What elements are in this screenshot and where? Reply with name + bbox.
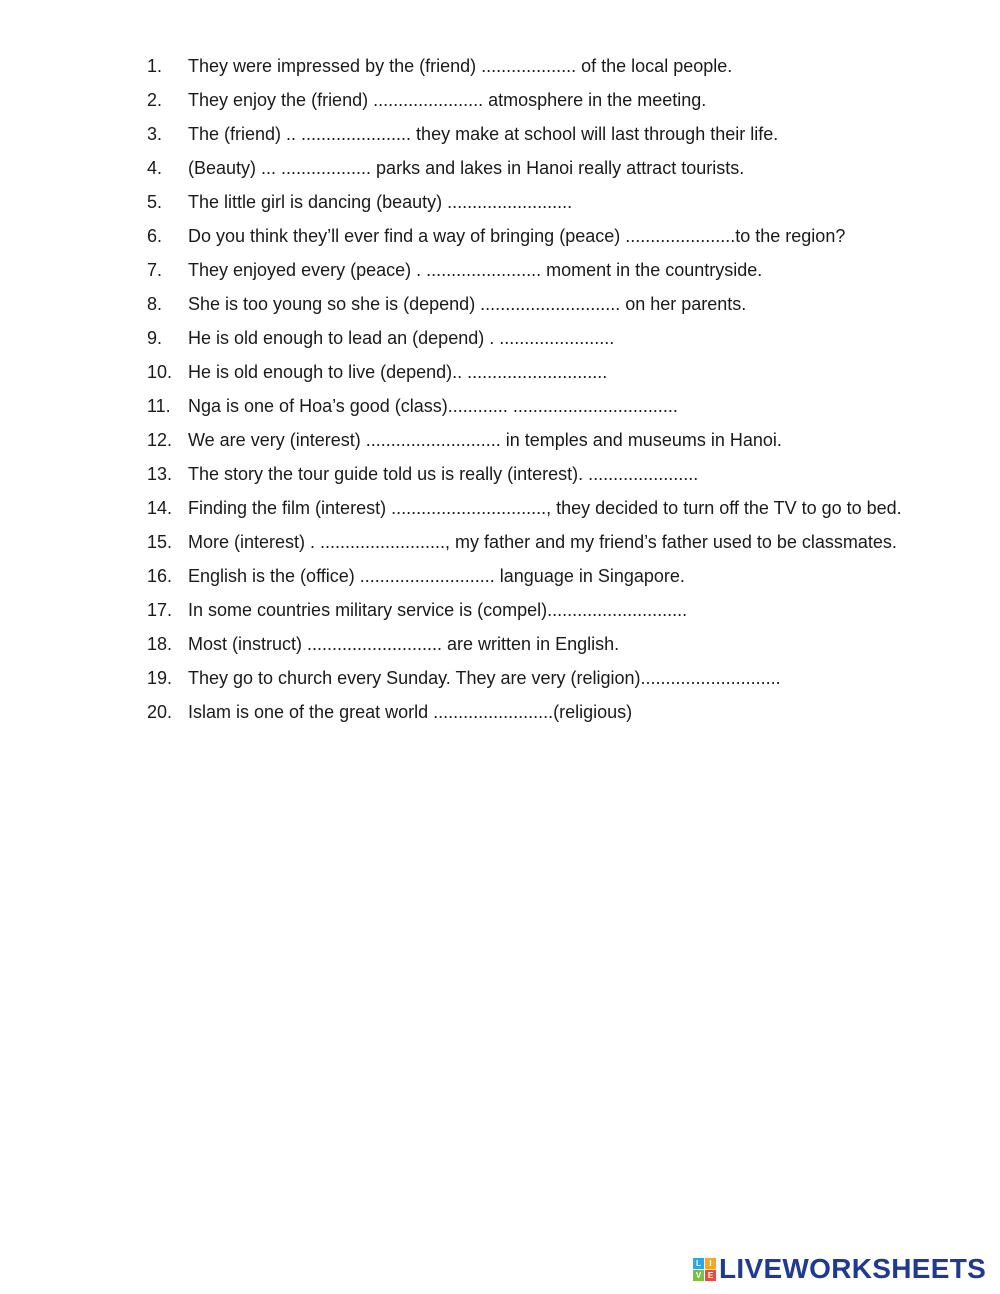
question-item-4 <box>0 151 1000 185</box>
question-item-16 <box>0 559 1000 593</box>
question-number: 15. <box>147 532 173 552</box>
question-item-7 <box>0 253 1000 287</box>
question-item-12 <box>0 423 1000 457</box>
question-text: They were impressed by the (friend) ................... of the local people. <box>188 56 733 76</box>
question-number: 2. <box>147 90 163 110</box>
question-item-9 <box>0 321 1000 355</box>
worksheet-question-list <box>0 49 1000 729</box>
question-item-6 <box>0 219 1000 253</box>
question-number: 9. <box>147 328 163 348</box>
logo-block-v: V <box>693 1270 704 1281</box>
question-number: 7. <box>147 260 163 280</box>
question-text: Most (instruct) ........................... are written in English. <box>188 634 620 654</box>
question-item-18 <box>0 627 1000 661</box>
question-item-3 <box>0 117 1000 151</box>
question-number: 11. <box>147 396 171 416</box>
question-text: Nga is one of Hoa’s good (class)............ ................................. <box>188 396 678 416</box>
question-number: 5. <box>147 192 163 212</box>
question-number: 20. <box>147 702 173 722</box>
question-item-8 <box>0 287 1000 321</box>
question-text: Do you think they’ll ever find a way of bringing (peace) ......................to the region? <box>188 226 846 246</box>
question-item-5 <box>0 185 1000 219</box>
question-text: The little girl is dancing (beauty) ......................... <box>188 192 573 212</box>
question-text: She is too young so she is (depend) ............................ on her parents. <box>188 294 747 314</box>
question-item-15 <box>0 525 1000 559</box>
brand-name: LIVEWORKSHEETS <box>719 1253 987 1284</box>
question-text: More (interest) . ........................., my father and my friend’s father used to be classmates. <box>188 532 897 552</box>
question-item-2 <box>0 83 1000 117</box>
logo-block-l: L <box>693 1258 704 1269</box>
question-text: (Beauty) ... .................. parks and lakes in Hanoi really attract tourists. <box>188 158 745 178</box>
question-number: 12. <box>147 430 173 450</box>
question-item-17 <box>0 593 1000 627</box>
question-number: 3. <box>147 124 163 144</box>
question-number: 8. <box>147 294 163 314</box>
question-text: The (friend) .. ...................... they make at school will last through their life. <box>188 124 779 144</box>
question-text: Islam is one of the great world ........................(religious) <box>188 702 633 722</box>
question-text: In some countries military service is (compel)............................ <box>188 600 688 620</box>
liveworksheets-logo <box>693 1254 986 1284</box>
logo-blocks-icon <box>693 1258 716 1281</box>
question-text: They enjoy the (friend) ...................... atmosphere in the meeting. <box>188 90 707 110</box>
question-number: 4. <box>147 158 163 178</box>
question-number: 18. <box>147 634 173 654</box>
question-number: 6. <box>147 226 163 246</box>
question-number: 1. <box>147 56 163 76</box>
question-number: 16. <box>147 566 173 586</box>
question-number: 13. <box>147 464 173 484</box>
question-text: He is old enough to lead an (depend) . ....................... <box>188 328 615 348</box>
question-number: 19. <box>147 668 173 688</box>
question-text: He is old enough to live (depend).. ............................ <box>188 362 608 382</box>
question-number: 17. <box>147 600 173 620</box>
question-text: We are very (interest) ........................... in temples and museums in Hanoi. <box>188 430 782 450</box>
question-text: Finding the film (interest) ..............................., they decided to turn off the TV to go to bed. <box>188 498 902 518</box>
question-item-19 <box>0 661 1000 695</box>
question-item-20 <box>0 695 1000 729</box>
question-number: 10. <box>147 362 173 382</box>
question-text: The story the tour guide told us is really (interest). ...................... <box>188 464 699 484</box>
question-item-10 <box>0 355 1000 389</box>
question-text: They enjoyed every (peace) . ....................... moment in the countryside. <box>188 260 763 280</box>
logo-block-i: I <box>705 1258 716 1269</box>
question-text: They go to church every Sunday. They are very (religion)............................ <box>188 668 781 688</box>
question-item-1 <box>0 49 1000 83</box>
question-item-14 <box>0 491 1000 525</box>
question-number: 14. <box>147 498 173 518</box>
question-text: English is the (office) ........................... language in Singapore. <box>188 566 685 586</box>
logo-block-e: E <box>705 1270 716 1281</box>
question-item-11 <box>0 389 1000 423</box>
question-item-13 <box>0 457 1000 491</box>
